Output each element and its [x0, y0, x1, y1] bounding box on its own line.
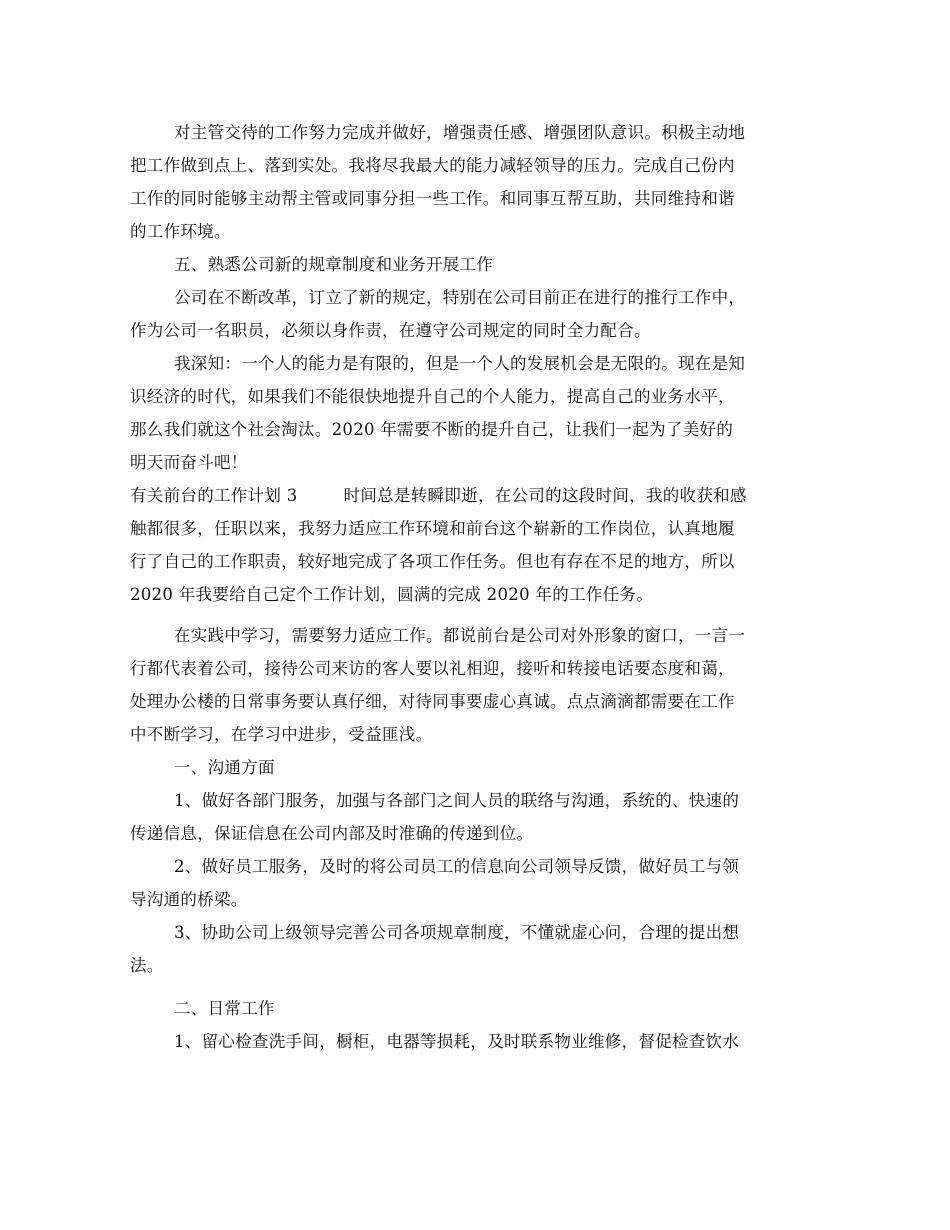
paragraph-line: 导沟通的桥梁。	[130, 890, 248, 909]
paragraph-line: 工作的同时能够主动帮主管或同事分担一些工作。和同事互帮互助，共同维持和谐	[130, 189, 735, 208]
paragraph-line: 1、做好各部门服务，加强与各部门之间人员的联络与沟通，系统的、快速的	[174, 791, 740, 810]
document-title: 有关前台的工作计划 3	[130, 486, 298, 505]
paragraph-line: 触都很多，任职以来，我努力适应工作环境和前台这个崭新的工作岗位，认真地履	[130, 519, 735, 538]
paragraph-line: 中不断学习，在学习中进步，受益匪浅。	[130, 725, 433, 744]
paragraph-line: 的工作环境。	[130, 222, 231, 241]
paragraph-line: 明天而奋斗吧！	[130, 453, 248, 472]
paragraph-line: 作为公司一名职员，必须以身作责，在遵守公司规定的同时全力配合。	[130, 321, 651, 340]
paragraph-line: 把工作做到点上、落到实处。我将尽我最大的能力减轻领导的压力。完成自己份内	[130, 156, 735, 175]
document-body	[130, 116, 820, 1058]
paragraph-line: 我深知：一个人的能力是有限的，但是一个人的发展机会是无限的。现在是知	[174, 354, 746, 373]
section-heading: 五、熟悉公司新的规章制度和业务开展工作	[174, 255, 494, 274]
paragraph-text: 时间总是转瞬即逝，在公司的这段时间，我的收获和感	[343, 486, 747, 505]
paragraph-spacer	[130, 611, 820, 619]
paragraph-line: 公司在不断改革，订立了新的规定，特别在公司目前正在进行的推行工作中，	[174, 288, 746, 307]
paragraph-line: 那么我们就这个社会淘汰。2020 年需要不断的提升自己，让我们一起为了美好的	[130, 420, 734, 439]
paragraph-spacer	[130, 982, 820, 992]
paragraph-line: 3、协助公司上级领导完善公司各项规章制度，不懂就虚心问，合理的提出想	[174, 923, 740, 942]
paragraph-line: 2、做好员工服务，及时的将公司员工的信息向公司领导反馈，做好员工与领	[174, 857, 740, 876]
paragraph-line: 行都代表着公司，接待公司来访的客人要以礼相迎，接听和转接电话要态度和蔼，	[130, 659, 735, 678]
paragraph-line: 传递信息，保证信息在公司内部及时准确的传递到位。	[130, 824, 534, 843]
paragraph-line: 对主管交待的工作努力完成并做好，增强责任感、增强团队意识。积极主动地	[174, 123, 746, 142]
paragraph-line: 2020 年我要给自己定个工作计划，圆满的完成 2020 年的工作任务。	[130, 585, 654, 604]
section-heading: 一、沟通方面	[174, 758, 275, 777]
paragraph-line: 在实践中学习，需要努力适应工作。都说前台是公司对外形象的窗口，一言一	[174, 626, 746, 645]
paragraph-line: 1、留心检查洗手间，橱柜，电器等损耗，及时联系物业维修，督促检查饮水	[174, 1032, 740, 1051]
paragraph-line: 处理办公楼的日常事务要认真仔细，对待同事要虚心真诚。点点滴滴都需要在工作	[130, 692, 735, 711]
paragraph-line: 识经济的时代，如果我们不能很快地提升自己的个人能力，提高自己的业务水平，	[130, 387, 735, 406]
section-heading: 二、日常工作	[174, 999, 275, 1018]
paragraph-line: 行了自己的工作职责，较好地完成了各项工作任务。但也有存在不足的地方，所以	[130, 552, 735, 571]
title-and-paragraph-line	[130, 479, 820, 512]
paragraph-line: 法。	[130, 956, 164, 975]
